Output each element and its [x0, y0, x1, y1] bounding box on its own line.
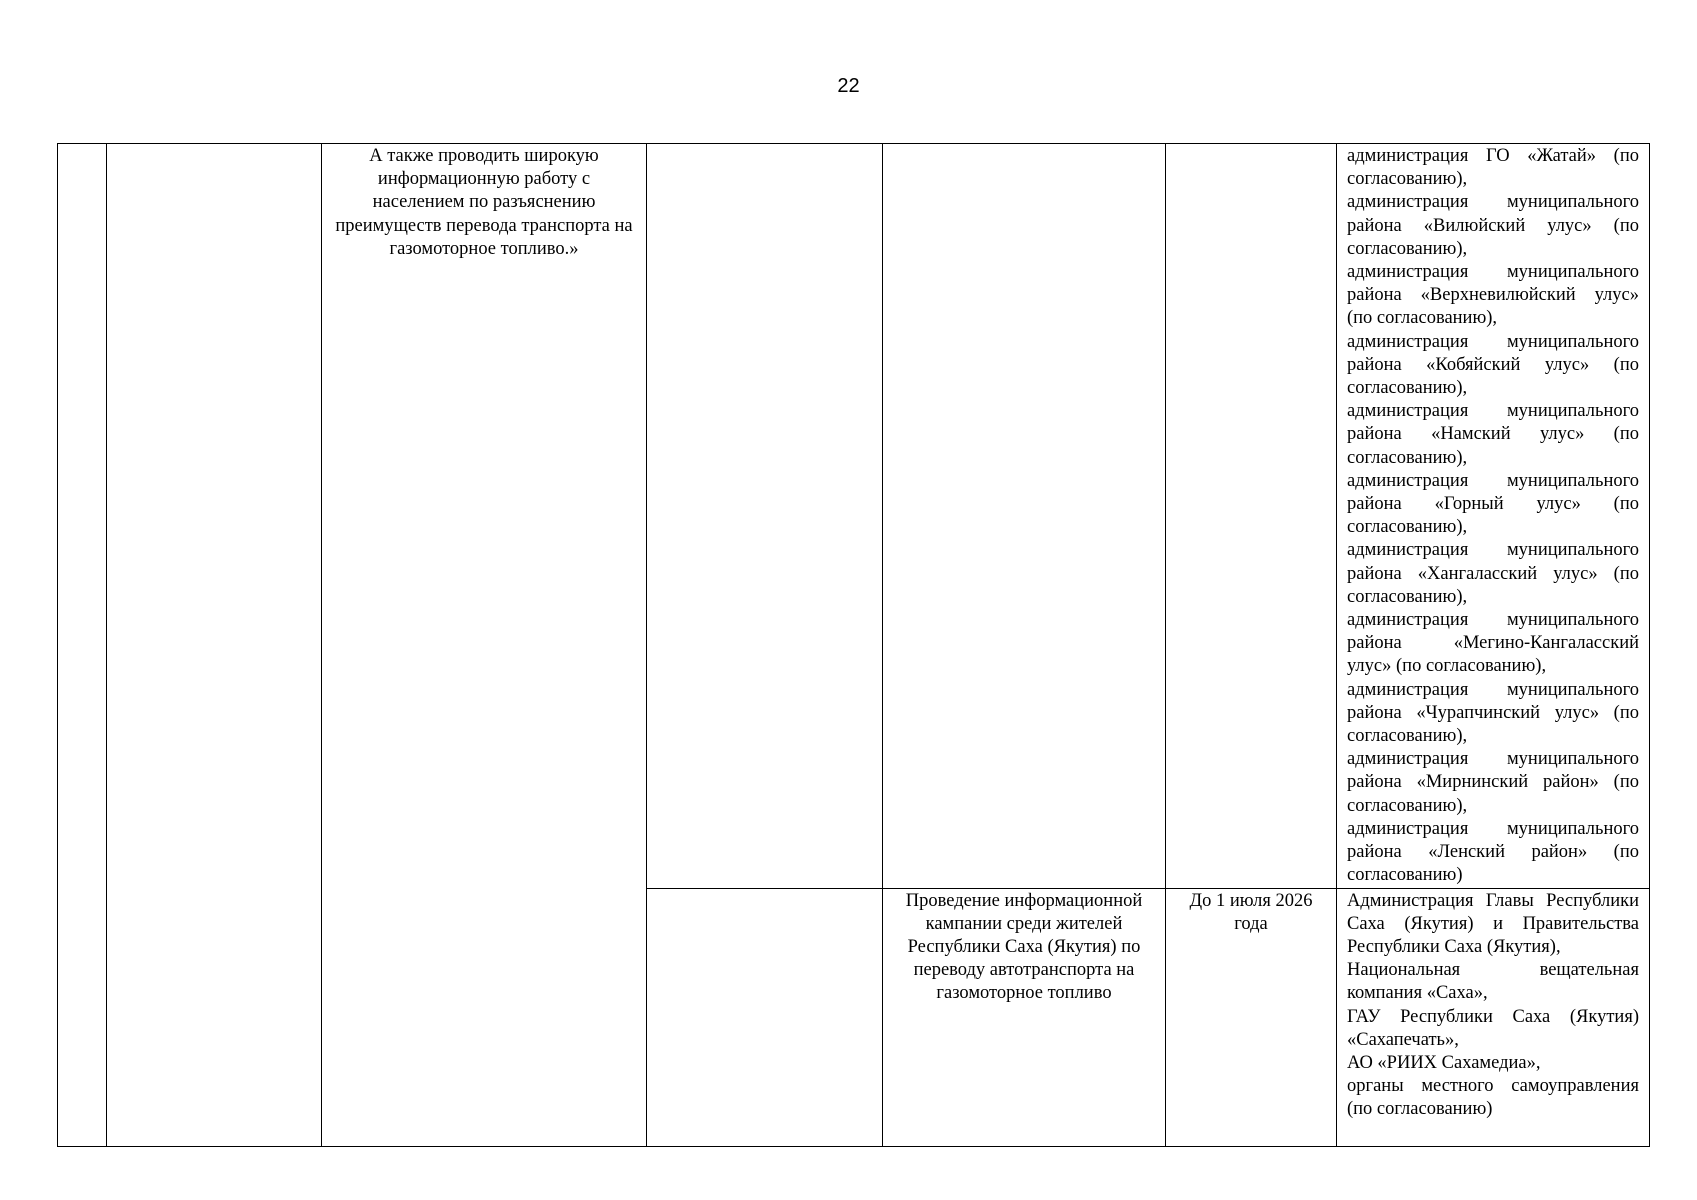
- action-cell: [883, 888, 1166, 1146]
- action-text: Проведение информационной кампании среди жителей Республики Саха (Якутия) по переводу автотранспорта на газомоторное топливо: [905, 890, 1143, 1004]
- responsible-entry: органы местного самоуправления (по согласованию): [1347, 1076, 1639, 1120]
- description-text: А также проводить широкую информационную работу с населением по разъяснению преимуществ перевода транспорта на газомоторное топливо.»: [335, 146, 633, 259]
- responsible-entry: администрация муниципального района «Кобяйский улус» (по согласованию),: [1347, 331, 1639, 399]
- number-cell: [58, 144, 107, 1147]
- responsible-entry: администрация муниципального района «Мегино-Кангаласский улус» (по согласованию),: [1347, 610, 1639, 677]
- responsible-entry: ГАУ Республики Саха (Якутия) «Сахапечать»,: [1347, 1006, 1639, 1050]
- measures-table: [57, 143, 1650, 1147]
- page-number: 22: [837, 75, 860, 97]
- responsible-entry: АО «РИИХ Сахамедиа»,: [1347, 1052, 1541, 1073]
- goal-cell: [107, 144, 322, 1147]
- responsible-cell: [1337, 888, 1650, 1146]
- responsible-entry: администрация муниципального района «Ленский район» (по согласованию): [1347, 818, 1639, 886]
- deadline-cell: [1166, 888, 1337, 1146]
- responsible-entry: администрация муниципального района «Верхневилюйский улус» (по согласованию),: [1347, 262, 1639, 329]
- table-row: [58, 144, 1650, 889]
- responsible-entry: администрация муниципального района «Горный улус» (по согласованию),: [1347, 470, 1639, 538]
- responsible-entry: администрация муниципального района «Чурапчинский улус» (по согласованию),: [1347, 679, 1639, 747]
- action-cell: [883, 144, 1166, 889]
- responsible-entry: администрация муниципального района «Хангаласский улус» (по согласованию),: [1347, 540, 1639, 607]
- deadline-cell: [1166, 144, 1337, 889]
- description-cell: [322, 144, 647, 1147]
- responsible-entry: администрация муниципального района «Мирнинский район» (по согласованию),: [1347, 749, 1639, 816]
- responsible-entry: Администрация Главы Республики Саха (Якутия) и Правительства Республики Саха (Якутия),: [1347, 890, 1639, 957]
- responsible-entry: администрация муниципального района «Намский улус» (по согласованию),: [1347, 401, 1639, 468]
- responsible-entry: Национальная вещательная компания «Саха»,: [1347, 960, 1639, 1004]
- responsible-cell: [1337, 144, 1650, 889]
- responsible-entry: администрация ГО «Жатай» (по согласованию),: [1347, 146, 1639, 190]
- empty-cell: [647, 144, 883, 889]
- empty-cell: [647, 888, 883, 1146]
- responsible-entry: администрация муниципального района «Вилюйский улус» (по согласованию),: [1347, 192, 1639, 259]
- deadline-text: До 1 июля 2026 года: [1189, 890, 1313, 934]
